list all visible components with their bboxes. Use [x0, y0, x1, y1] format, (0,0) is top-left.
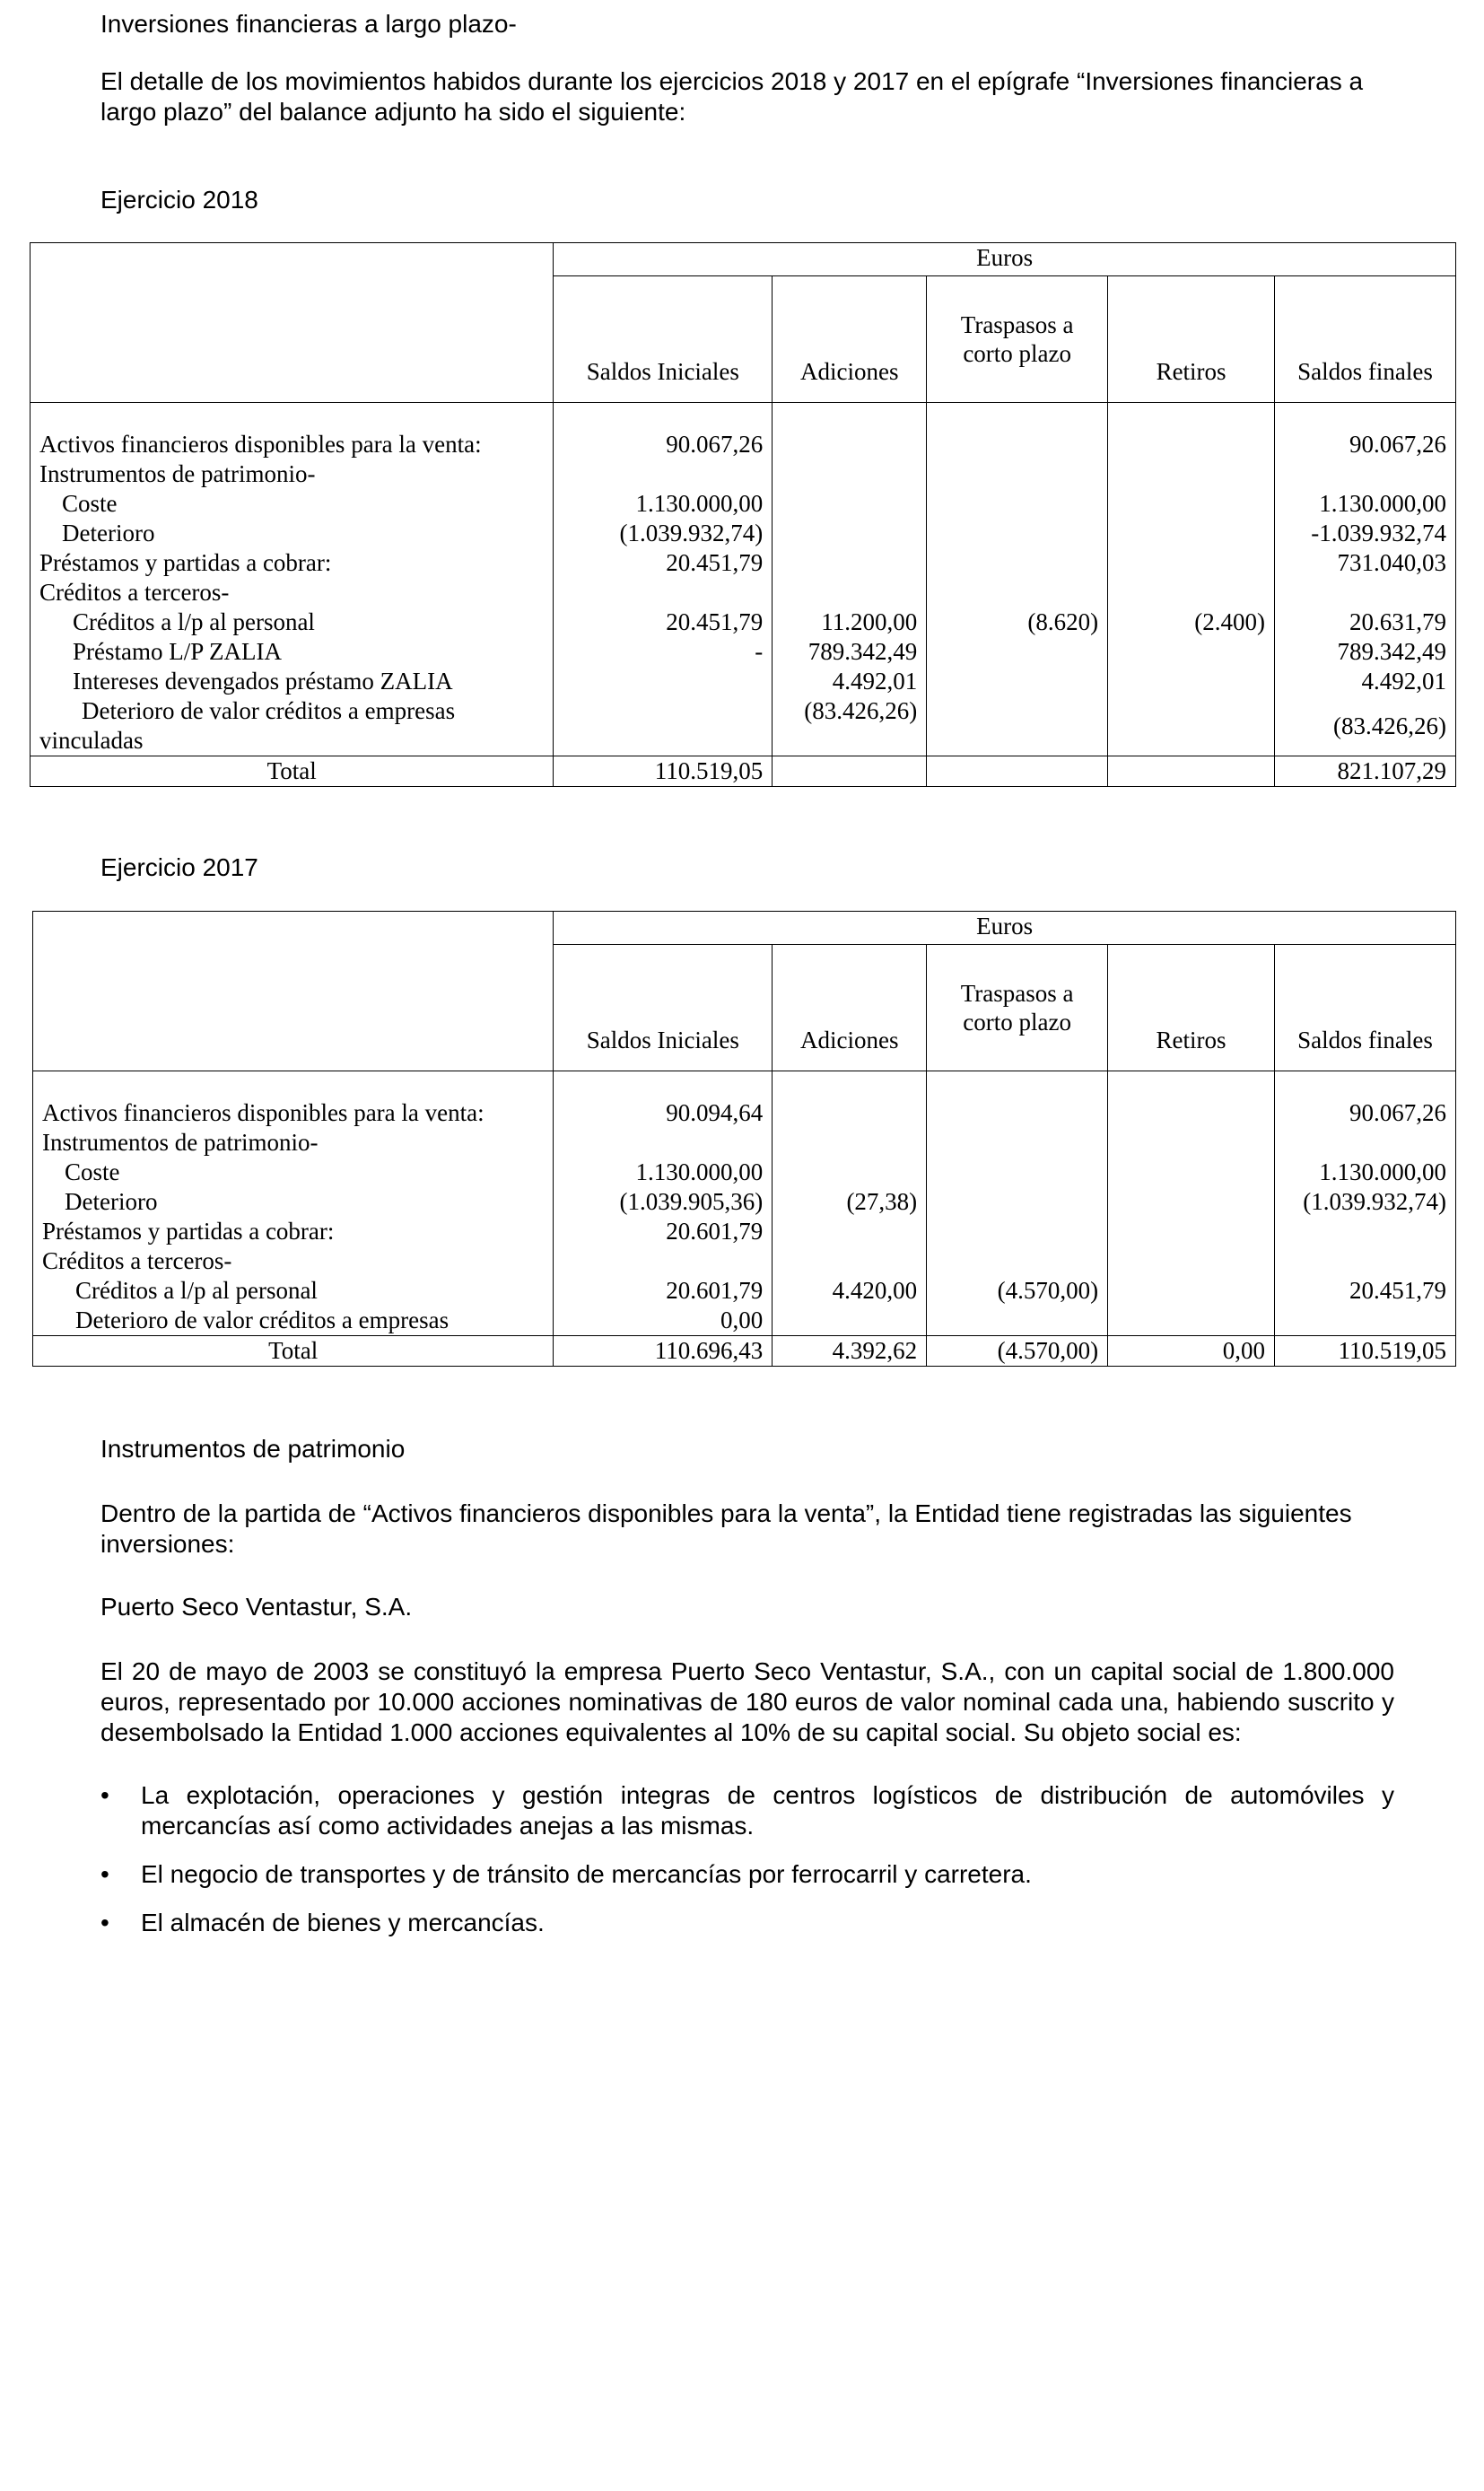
- intro-paragraph: El detalle de los movimientos habidos durante los ejercicios 2018 y 2017 en el epígrafe “Inversiones financieras a largo plazo” del balance adjunto ha sido el siguiente:: [100, 67, 1364, 126]
- bullet-icon: •: [100, 1860, 109, 1888]
- section-title: Instrumentos de patrimonio: [100, 1435, 406, 1463]
- table-2017-title: Ejercicio 2017: [100, 853, 258, 881]
- table-2017-corner-lower: [33, 945, 554, 1071]
- bullet-icon: •: [100, 1909, 109, 1936]
- table-row: Deterioro de valor créditos a empresas 0,00: [33, 1306, 1456, 1336]
- table-row: Activos financieros disponibles para la venta: 90.094,64 90.067,26: [33, 1098, 1456, 1128]
- col-header: Saldos Iniciales: [554, 945, 773, 1071]
- table-row: Instrumentos de patrimonio-: [31, 459, 1456, 489]
- table-row: Deterioro (1.039.932,74) -1.039.932,74: [31, 519, 1456, 548]
- section-intro: Dentro de la partida de “Activos financieros disponibles para la venta”, la Entidad tiene registradas las siguientes inversiones:: [100, 1499, 1352, 1558]
- table-row: Préstamo L/P ZALIA - 789.342,49 789.342,49: [31, 637, 1456, 667]
- company-name: Puerto Seco Ventastur, S.A.: [100, 1593, 413, 1621]
- bullet-icon: •: [100, 1781, 109, 1809]
- col-header: Retiros: [1108, 945, 1275, 1071]
- total-row: Total 110.519,05 821.107,29: [31, 756, 1456, 787]
- col-header: Adiciones: [773, 945, 927, 1071]
- col-header: Traspasos a corto plazo: [927, 945, 1108, 1071]
- table-2017: [32, 911, 1456, 1367]
- col-header: Saldos Iniciales: [554, 276, 773, 403]
- table-row: Intereses devengados préstamo ZALIA 4.492,01 4.492,01: [31, 667, 1456, 696]
- list-item: • La explotación, operaciones y gestión integras de centros logísticos de distribución de automóviles y mercancías así como actividades anejas a las mismas.: [100, 1781, 1394, 1840]
- col-header: Saldos finales: [1274, 945, 1455, 1071]
- table-2018-corner-lower: [31, 276, 554, 403]
- col-header: Saldos finales: [1275, 276, 1456, 403]
- table-2018: [30, 242, 1456, 787]
- table-2018-corner: [31, 243, 554, 276]
- table-2018-title: Ejercicio 2018: [100, 186, 258, 214]
- table-row: Créditos a terceros-: [33, 1246, 1456, 1276]
- table-row: Deterioro de valor créditos a empresas vinculadas (83.426,26) (83.426,26): [31, 696, 1456, 756]
- objeto-social-list: [100, 1780, 1394, 1956]
- table-2017-corner: [33, 912, 554, 945]
- table-row: Instrumentos de patrimonio-: [33, 1128, 1456, 1158]
- total-row: Total 110.696,43 4.392,62 (4.570,00) 0,00 110.519,05: [33, 1336, 1456, 1367]
- table-row: Créditos a terceros-: [31, 578, 1456, 607]
- table-row: Créditos a l/p al personal 20.451,79 11.200,00 (8.620) (2.400) 20.631,79: [31, 607, 1456, 637]
- table-row: Coste 1.130.000,00 1.130.000,00: [33, 1158, 1456, 1187]
- table-row: Activos financieros disponibles para la venta: 90.067,26 90.067,26: [31, 430, 1456, 459]
- col-header: Traspasos a corto plazo: [927, 276, 1108, 403]
- col-header: Retiros: [1108, 276, 1275, 403]
- table-row: Coste 1.130.000,00 1.130.000,00: [31, 489, 1456, 519]
- table-row: Créditos a l/p al personal 20.601,79 4.420,00 (4.570,00) 20.451,79: [33, 1276, 1456, 1306]
- company-description: El 20 de mayo de 2003 se constituyó la empresa Puerto Seco Ventastur, S.A., con un capital social de 1.800.000 euros, representado por 10.000 acciones nominativas de 180 euros de valor nominal cada una, habiendo suscrito y desembolsado la Entidad 1.000 acciones equivalentes al 10% de su capital social. Su objeto social es:: [100, 1657, 1394, 1746]
- section-heading: Inversiones financieras a largo plazo-: [100, 10, 517, 38]
- currency-header: Euros: [554, 243, 1456, 276]
- list-item: • El negocio de transportes y de tránsito de mercancías por ferrocarril y carretera.: [100, 1860, 1032, 1888]
- table-row: Préstamos y partidas a cobrar: 20.451,79 731.040,03: [31, 548, 1456, 578]
- table-row: Préstamos y partidas a cobrar: 20.601,79: [33, 1217, 1456, 1246]
- col-header: Adiciones: [773, 276, 927, 403]
- list-item: • El almacén de bienes y mercancías.: [100, 1909, 545, 1936]
- currency-header: Euros: [554, 912, 1456, 945]
- table-row: Deterioro (1.039.905,36) (27,38) (1.039.932,74): [33, 1187, 1456, 1217]
